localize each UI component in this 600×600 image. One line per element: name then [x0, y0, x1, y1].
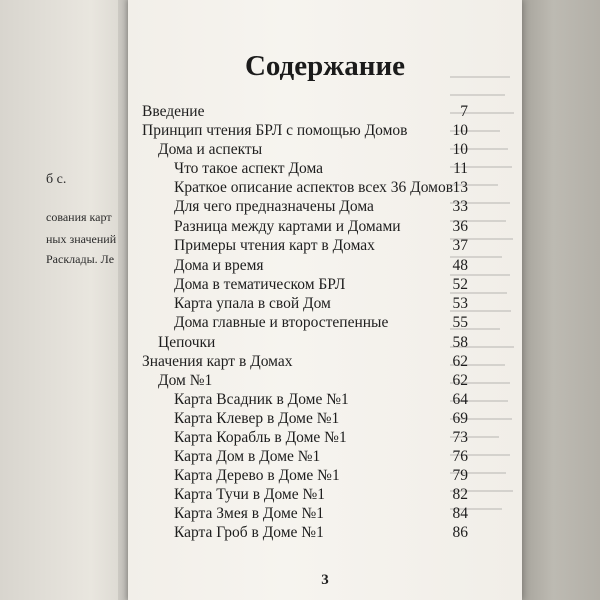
background-page [0, 0, 130, 600]
toc-entry-page: 10 [452, 141, 468, 158]
toc-entry-label: Дома в тематическом БРЛ [174, 276, 346, 293]
toc-entry [128, 466, 468, 486]
toc-entry [128, 159, 468, 179]
toc-entry-label: Карта Дерево в Доме №1 [174, 467, 340, 484]
background-text-fragment: ных значений [46, 232, 117, 246]
toc-entry-label: Карта Дом в Доме №1 [174, 448, 321, 465]
toc-entry-label: Принцип чтения БРЛ с помощью Домов [142, 122, 408, 139]
toc-entry-label: Дома главные и второстепенные [174, 314, 389, 331]
toc-entry [128, 504, 468, 524]
background-text-fragment: сования карт [46, 210, 112, 224]
toc-entry-label: Карта Гроб в Доме №1 [174, 524, 324, 541]
toc-entry-page: 86 [452, 524, 468, 541]
toc-entry [128, 217, 468, 237]
toc-entry-label: Дома и время [174, 257, 264, 274]
toc-entry [128, 523, 468, 543]
background-text-fragment: Расклады. Ле [46, 252, 115, 266]
toc-entry-label: Карта Змея в Доме №1 [174, 505, 325, 522]
toc-entry-label: Дом №1 [158, 372, 213, 389]
toc-entry [128, 294, 468, 314]
toc-entry-page: 7 [460, 103, 468, 120]
toc-entry-label: Краткое описание аспектов всех 36 Домов [174, 179, 454, 196]
toc-entry-page: 37 [452, 237, 468, 254]
toc-entry-label: Для чего предназначены Дома [174, 198, 374, 215]
toc-entry-label: Разница между картами и Домами [174, 218, 401, 235]
page-title: Содержание [244, 50, 406, 82]
toc-entry [128, 371, 468, 391]
toc-entry-label: Цепочки [158, 334, 216, 351]
toc-entry-label: Карта Клевер в Доме №1 [174, 410, 340, 427]
toc-entry [128, 485, 468, 505]
book-page [128, 0, 522, 600]
toc-entry-page: 64 [452, 391, 468, 408]
toc-entry [128, 409, 468, 429]
toc-entry-page: 48 [452, 257, 468, 274]
toc-entry-page: 11 [453, 160, 468, 177]
toc-entry [128, 197, 468, 217]
toc-entry-page: 33 [452, 198, 468, 215]
toc-entry [128, 447, 468, 467]
toc-entry-page: 73 [452, 429, 468, 446]
page-number: 3 [321, 572, 329, 588]
toc-entry-page: 52 [452, 276, 468, 293]
toc-entry-label: Примеры чтения карт в Домах [174, 237, 375, 254]
toc-entry [128, 236, 468, 256]
toc-entry [128, 352, 468, 372]
toc-entry [128, 140, 468, 160]
toc-entry-page: 69 [452, 410, 468, 427]
toc-entry-page: 62 [452, 372, 468, 389]
toc-entry-page: 10 [452, 122, 468, 139]
toc-entry-label: Карта Всадник в Доме №1 [174, 391, 349, 408]
toc-entry [128, 390, 468, 410]
toc-entry-label: Карта Корабль в Доме №1 [174, 429, 347, 446]
toc-entry-label: Карта упала в свой Дом [174, 295, 331, 312]
toc-entry [128, 178, 468, 198]
toc-entry-page: 55 [452, 314, 468, 331]
toc-entry-page: 62 [452, 353, 468, 370]
toc-entry-page: 76 [452, 448, 468, 465]
toc-entry-page: 36 [452, 218, 468, 235]
toc-entry-page: 79 [452, 467, 468, 484]
toc-entry-page: 82 [452, 486, 468, 503]
toc-entry [128, 333, 468, 353]
toc-entry [128, 313, 468, 333]
toc-entry-page: 84 [452, 505, 468, 522]
toc-entry [128, 275, 468, 295]
background-text-fragment: б с. [46, 172, 67, 187]
toc-entry [128, 428, 468, 448]
toc-entry-label: Значения карт в Домах [142, 353, 293, 370]
toc-entry [128, 102, 468, 122]
toc-entry-page: 13 [452, 179, 468, 196]
toc-entry [128, 256, 468, 276]
right-page-edge [522, 0, 600, 600]
toc-entry-label: Карта Тучи в Доме №1 [174, 486, 326, 503]
toc-entry-page: 58 [452, 334, 468, 351]
toc-entry [128, 121, 468, 141]
toc-entry-label: Что такое аспект Дома [174, 160, 324, 177]
toc-entry-label: Дома и аспекты [158, 141, 263, 158]
toc-entry-page: 53 [452, 295, 468, 312]
toc-entry-label: Введение [142, 103, 205, 120]
